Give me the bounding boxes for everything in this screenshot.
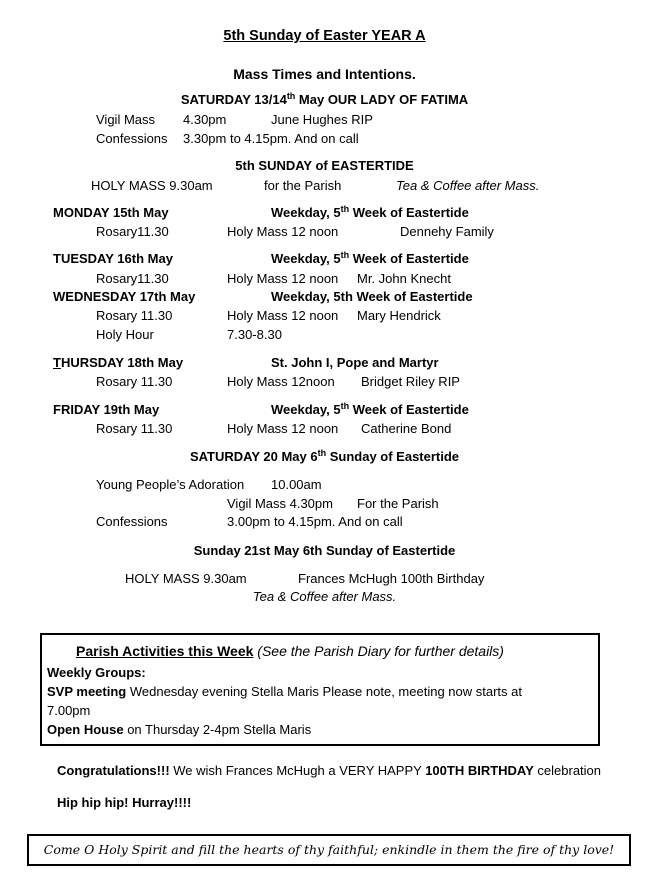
saturday-20-confessions-label: Confessions [96,514,168,529]
wednesday-feast: Weekday, 5th Week of Eastertide [271,289,473,304]
monday-intention: Dennehy Family [400,224,494,239]
open-house: Open House on Thursday 2-4pm Stella Maris [47,722,312,737]
sunday-14-mass: HOLY MASS 9.30am [91,178,213,193]
weekly-groups-label: Weekly Groups: [47,665,146,680]
saturday-20-confessions-time: 3.00pm to 4.15pm. And on call [227,514,403,529]
tuesday-rosary: Rosary11.30 [96,271,169,286]
monday-feast: Weekday, 5th Week of Eastertide [271,204,469,220]
tuesday-mass: Holy Mass 12 noon [227,271,339,286]
sunday-14-heading: 5th SUNDAY of EASTERTIDE [235,158,414,173]
holy-hour-label: Holy Hour [96,327,154,342]
confessions-time: 3.30pm to 4.15pm. And on call [183,131,359,146]
friday-rosary: Rosary 11.30 [96,421,173,436]
wednesday-intention: Mary Hendrick [357,308,441,323]
adoration-time: 10.00am [271,477,322,492]
hurray-line: Hip hip hip! Hurray!!!! [57,795,192,810]
sunday-14-note: Tea & Coffee after Mass. [396,178,540,193]
monday-heading: MONDAY 15th May [53,205,169,220]
sunday-21-note: Tea & Coffee after Mass. [252,589,397,604]
friday-intention: Catherine Bond [361,421,452,436]
tuesday-heading: TUESDAY 16th May [53,251,173,266]
monday-rosary: Rosary11.30 [96,224,169,239]
wednesday-heading: WEDNESDAY 17th May [53,289,196,304]
sunday-21-mass: HOLY MASS 9.30am [125,571,247,586]
svp-meeting-time: 7.00pm [47,703,91,718]
wednesday-rosary: Rosary 11.30 [96,308,173,323]
holy-spirit-prayer: Come O Holy Spirit and fill the hearts of thy faithful; enkindle in them the fire of thy love! [27,834,631,866]
holy-hour-time: 7.30-8.30 [227,327,282,342]
vigil-intention: June Hughes RIP [271,112,373,127]
thursday-feast: St. John I, Pope and Martyr [271,355,439,370]
tuesday-feast: Weekday, 5th Week of Eastertide [271,250,469,266]
thursday-mass: Holy Mass 12noon [227,374,335,389]
sunday-21-intention: Frances McHugh 100th Birthday [298,571,485,586]
tuesday-intention: Mr. John Knecht [357,271,451,286]
svp-meeting: SVP meeting Wednesday evening Stella Maris Please note, meeting now starts at [47,684,522,699]
monday-mass: Holy Mass 12 noon [227,224,339,239]
confessions-label: Confessions [96,131,168,146]
page-title: 5th Sunday of Easter YEAR A [223,28,426,44]
saturday-20-vigil-intention: For the Parish [357,496,439,511]
friday-heading: FRIDAY 19th May [53,402,160,417]
activities-heading: Parish Activities this Week (See the Parish Diary for further details) [76,643,504,659]
saturday-20-vigil: Vigil Mass 4.30pm [227,496,333,511]
thursday-heading: THURSDAY 18th May [53,355,184,370]
adoration-label: Young People’s Adoration [96,477,245,492]
parish-activities-box [40,633,600,746]
friday-mass: Holy Mass 12 noon [227,421,339,436]
sunday-14-intention: for the Parish [264,178,342,193]
wednesday-mass: Holy Mass 12 noon [227,308,339,323]
thursday-intention: Bridget Riley RIP [361,374,460,389]
thursday-rosary: Rosary 11.30 [96,374,173,389]
friday-feast: Weekday, 5th Week of Eastertide [271,401,469,417]
vigil-time: 4.30pm [183,112,227,127]
congratulations-line: Congratulations!!! We wish Frances McHugh a VERY HAPPY 100TH BIRTHDAY celebration [57,763,602,778]
sunday-21-heading: Sunday 21st May 6th Sunday of Eastertide [193,543,456,558]
saturday-13-heading: SATURDAY 13/14th May OUR LADY OF FATIMA [180,91,469,107]
page-subtitle: Mass Times and Intentions. [233,66,416,82]
saturday-20-heading: SATURDAY 20 May 6th Sunday of Eastertide [189,448,460,464]
vigil-label: Vigil Mass [96,112,156,127]
